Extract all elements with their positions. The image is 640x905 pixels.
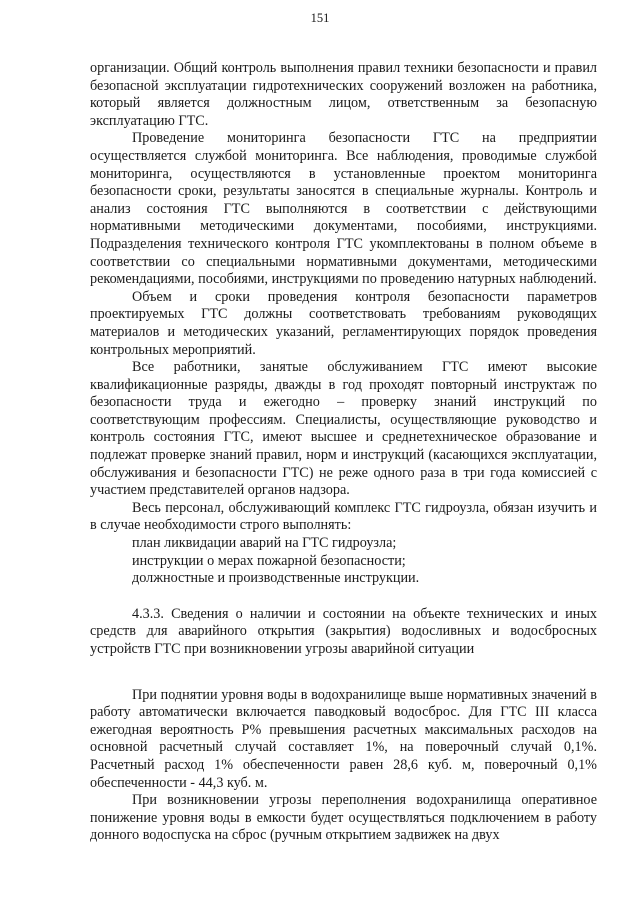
spacer bbox=[90, 588, 597, 606]
paragraph-overflow-threat: При возникновении угрозы переполнения водохранилища оперативное понижение уровня воды в емкости будет осуществляться подключением в работу донного водоспуска на сброс (ручным открытием задвижек на двух bbox=[90, 792, 597, 844]
list-item: должностные и производственные инструкции. bbox=[132, 570, 420, 587]
paragraph-personnel-qualification: Все работники, занятые обслуживанием ГТС имеют высокие квалификационные разряды, дважды в год проходят повторный инструктаж по безопасности труда и ежегодно – проверку знаний инструкций по соответствующим профессиям. Специалисты, осуществляющие руководство и контроль состояния ГТС, имеют высшее и среднетехническое образование и подлежат проверке знаний правил, норм и инструкций (касающихся эксплуатации, обслуживания и безопасности ГТС) не реже одного раза в три года комиссией с участием представителей органов надзора. bbox=[90, 359, 597, 499]
paragraph-monitoring: Проведение мониторинга безопасности ГТС на предприятии осуществляется службой мониторинга. Все наблюдения, проводимые службой мониторинга, осуществляются в установленные проектом мониторинга безопасности сроки, результаты заносятся в специальные журналы. Контроль и анализ состояния ГТС выполняются в соответствии с действующими нормативными методическими документами, пособиями, инструкциями. Подразделения технического контроля ГТС укомплектованы в полном объеме в соответствии со специальными нормативными документами, методическими рекомендациями, пособиями, инструкциями по проведению натурных наблюдений. bbox=[90, 130, 597, 288]
paragraph-staff-duties: Весь персонал, обслуживающий комплекс ГТС гидроузла, обязан изучить и в случае необходимости строго выполнять: bbox=[90, 499, 597, 534]
list-item: план ликвидации аварий на ГТС гидроузла; bbox=[132, 535, 397, 552]
document-body bbox=[90, 60, 597, 845]
page-number: 151 bbox=[310, 11, 330, 25]
list-item: инструкции о мерах пожарной безопасности; bbox=[132, 552, 406, 569]
paragraph-control-scope: Объем и сроки проведения контроля безопасности параметров проектируемых ГТС должны соответствовать требованиям руководящих материалов и методических указаний, регламентирующих порядок проведения контрольных мероприятий. bbox=[90, 288, 597, 358]
spacer bbox=[90, 659, 597, 687]
paragraph-flood-spillway: При поднятии уровня воды в водохранилище выше нормативных значений в работу автоматически включается паводковый водосброс. Для ГТС III класса ежегодная вероятность Р% превышения расчетных максимальных расходов на основной расчетный случай составляет 1%, на поверочный случай 0,1%. Расчетный расход 1% обеспеченности равен 28,6 куб. м, поверочный 0,1% обеспеченности - 44,3 куб. м. bbox=[90, 686, 597, 791]
section-heading: 4.3.3. Сведения о наличии и состоянии на объекте технических и иных средств для аварийного открытия (закрытия) водосливных и водосбросных устройств ГТС при возникновении угрозы аварийной ситуации bbox=[90, 605, 597, 657]
paragraph-safety-responsibility: организации. Общий контроль выполнения правил техники безопасности и правил безопасной эксплуатации гидротехнических сооружений возложен на работника, который является должностным лицом, ответственным за безопасную эксплуатацию ГТС. bbox=[90, 60, 597, 129]
